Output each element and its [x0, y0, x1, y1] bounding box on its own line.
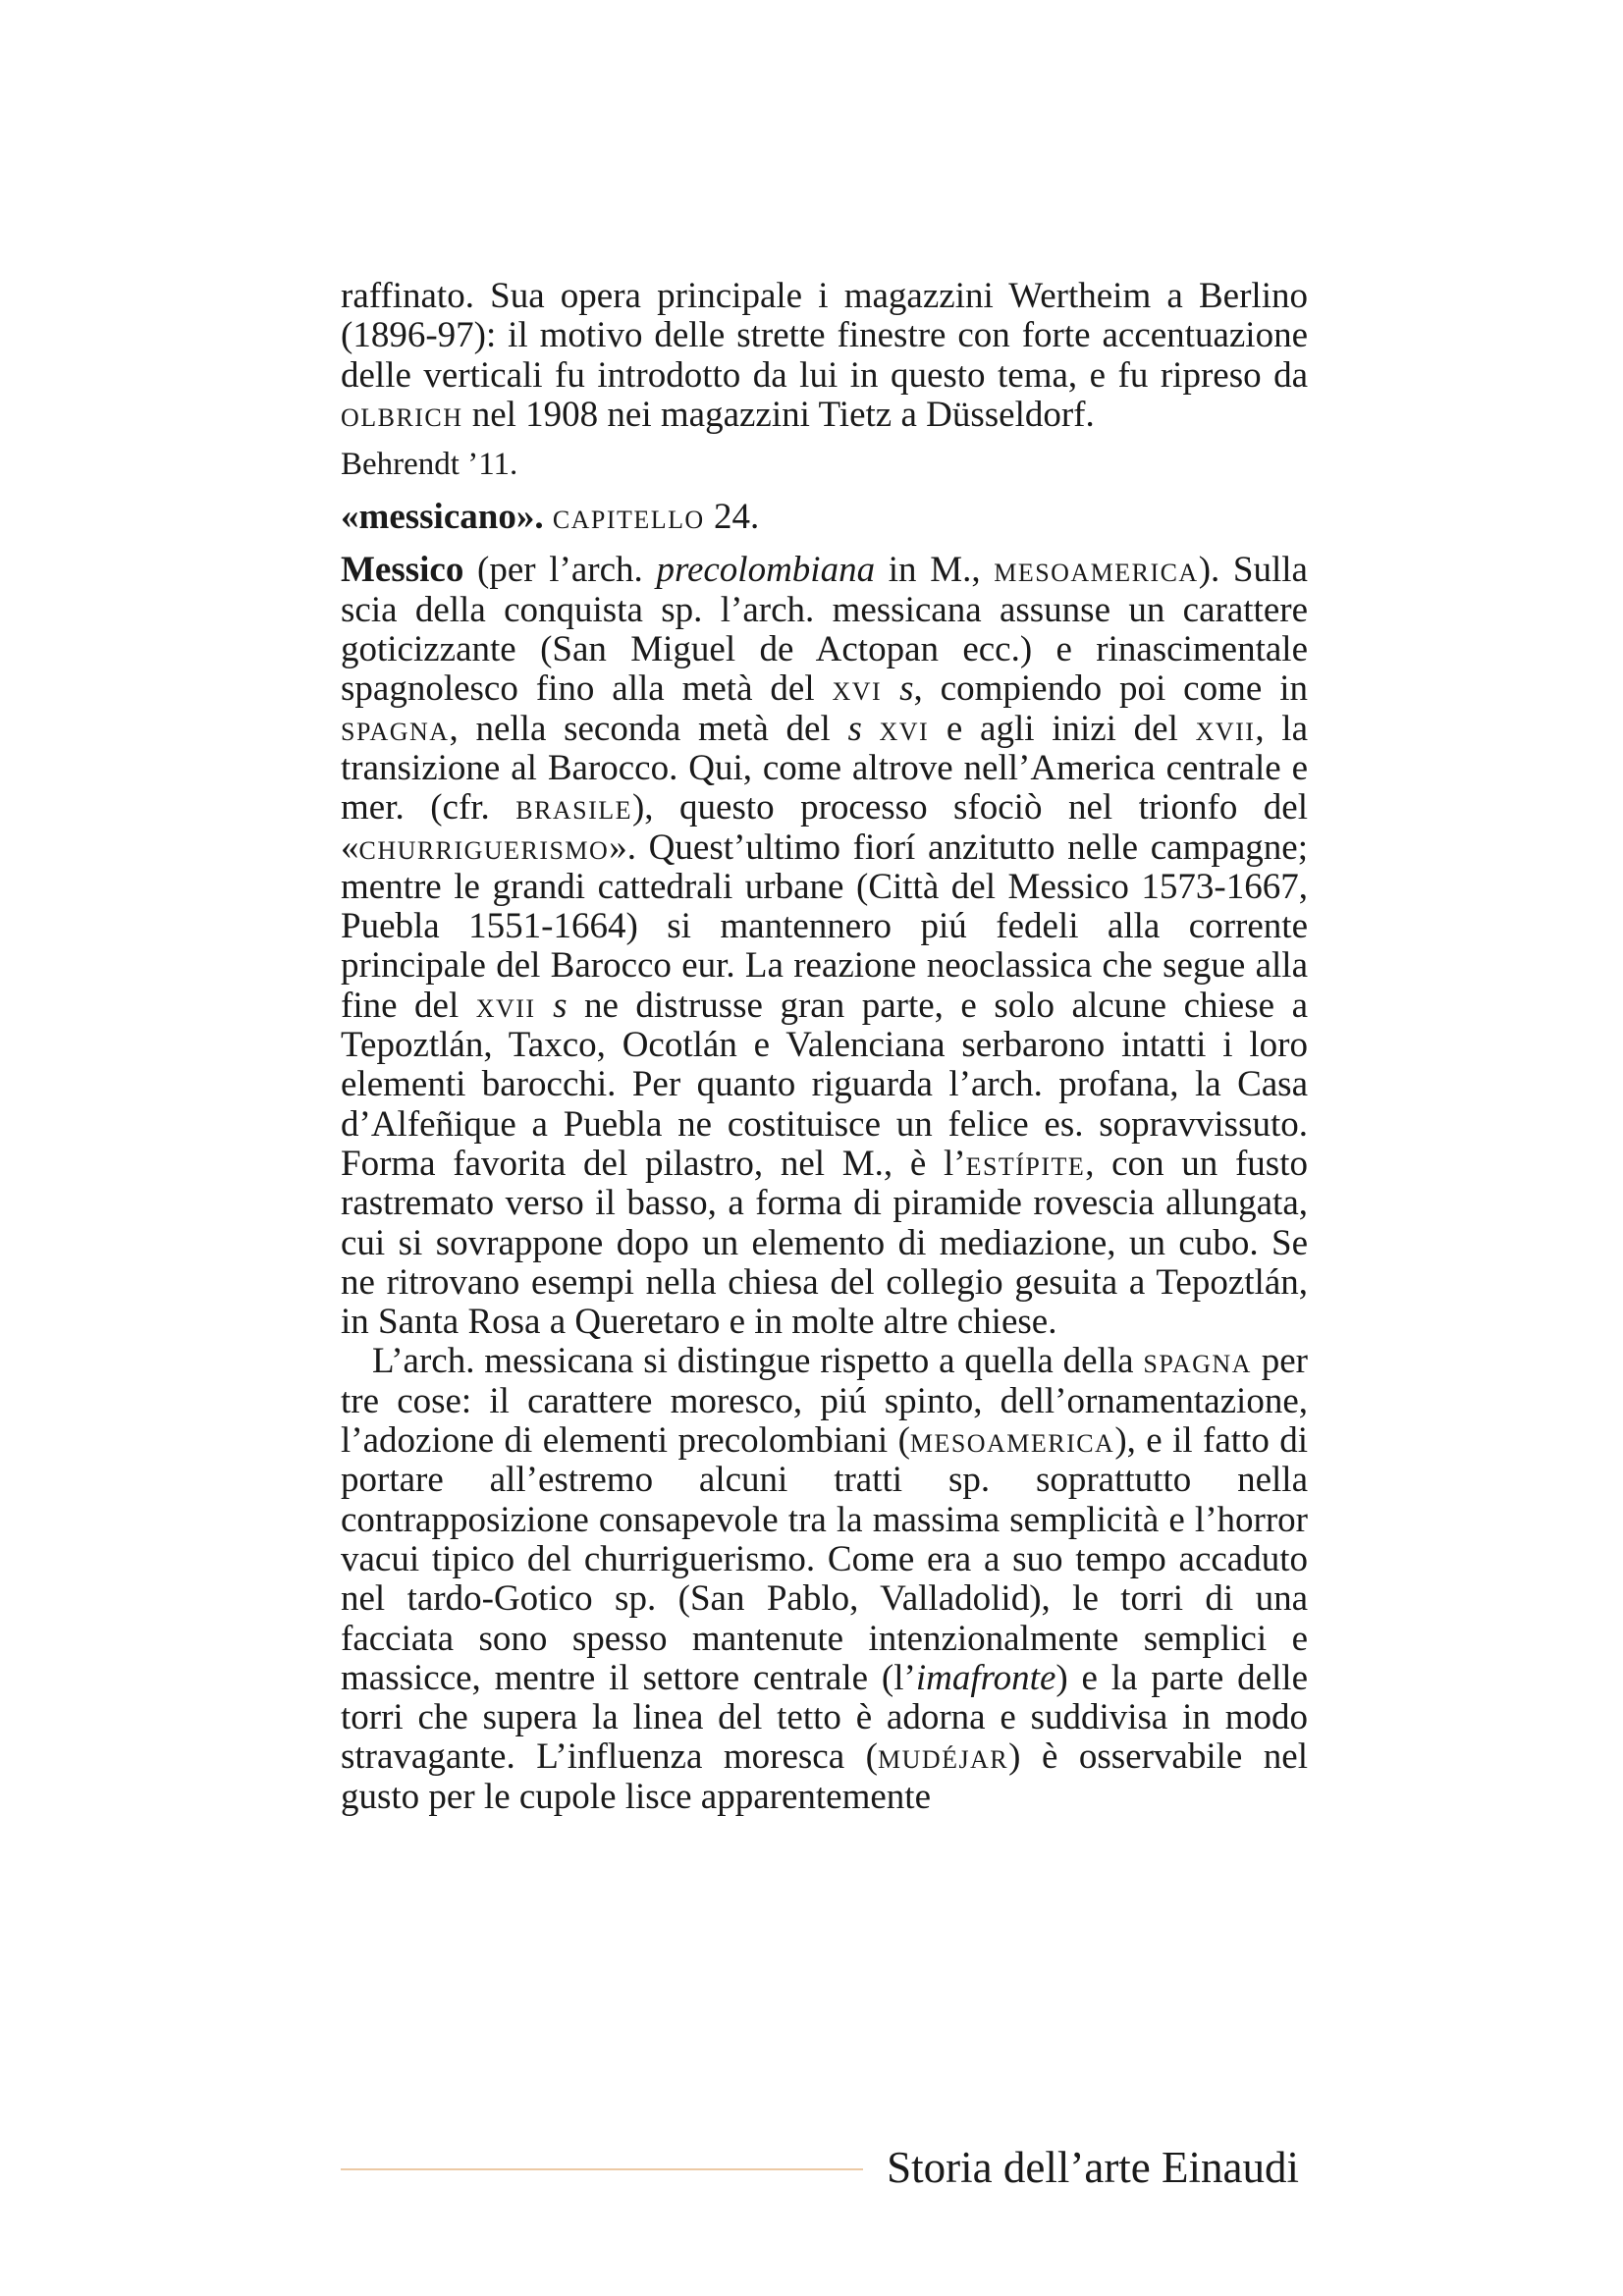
entry-headword: Messico [341, 550, 464, 591]
text-segment: ) è osservabile nel gusto per le cupole lisce apparentemente [341, 1736, 1308, 1817]
cross-reference: churriguerismo [358, 827, 610, 868]
text-segment [536, 986, 554, 1026]
text-segment: Behrendt ’11. [341, 447, 518, 483]
cross-reference: olbrich [341, 394, 463, 435]
cross-reference: mesoamerica [909, 1420, 1115, 1462]
text-segment: , con un fusto rastremato verso il basso, a forma di piramide rovescia allungata, cui si sovrappone dopo un elemento di mediazione, un cubo. Se ne ritrovano esempi nella chiesa del collegio gesuita a Tepoztlán, in Santa Rosa a Queretaro e in molte altre chiese. [341, 1143, 1308, 1343]
text-segment: ), e il fatto di portare all’estremo alcuni tratti sp. soprattutto nella contrapposizione consapevole tra la massima semplicità e l’horror vacui tipico del churriguerismo. Come era a suo tempo accaduto nel tardo-Gotico sp. (San Pablo, Valladolid), le torri di una facciata sono spesso mantenute intenzionalmente semplici e massicce, mentre il settore centrale (l’ [341, 1420, 1308, 1698]
text-segment: imafronte [915, 1657, 1056, 1698]
cross-reference: brasile [515, 787, 632, 828]
text-segment: ), questo processo sfociò nel trionfo del « [341, 787, 1308, 868]
cross-reference: mudéjar [877, 1736, 1009, 1778]
text-segment: ) e la parte delle torri che supera la linea del tetto è adorna e suddivisa in modo stravagante. L’influenza moresca ( [341, 1657, 1308, 1778]
paragraph-continuation [341, 277, 1308, 435]
cross-reference: estípite [965, 1143, 1086, 1184]
cross-reference: mesoamerica [994, 550, 1199, 591]
cross-reference: xvii [1195, 708, 1256, 749]
text-segment: raffinato. Sua opera principale i magazzini Wertheim a Berlino (1896-97): il motivo delle strette finestre con forte accentuazione delle verticali fu introdotto da lui in questo tema, e fu ripreso da [341, 276, 1308, 396]
footer-rule [341, 2168, 863, 2170]
text-segment [862, 709, 880, 749]
text-segment: ). Sulla scia della conquista sp. l’arch. messicana assunse un carattere goticizzante (San Miguel de Actopan ecc.) e rinascimentale spagnolesco fino alla metà del [341, 550, 1308, 710]
text-segment: , nella seconda metà del [449, 708, 848, 749]
text-segment: s [553, 985, 568, 1026]
cross-reference: spagna [341, 708, 450, 749]
text-segment: s [847, 708, 862, 749]
text-segment: per tre cose: il carattere moresco, piú spinto, dell’ornamentazione, l’adozione di elementi precolombiani ( [341, 1341, 1309, 1462]
text-segment: ne distrusse gran parte, e solo alcune chiese a Tepoztlán, Taxco, Ocotlán e Valenciana serbarono intatti i loro elementi barocchi. Per quanto riguarda l’arch. profana, la Casa d’Alfeñique a Puebla ne costituisce un felice es. sopravvissuto. Forma favorita del pilastro, nel M., è l’ [341, 985, 1308, 1184]
cross-reference: xvi [879, 708, 930, 749]
text-segment: ». Quest’ultimo fiorí anzitutto nelle campagne; mentre le grandi cattedrali urbane (Città del Messico 1573-1667, Puebla 1551-1664) si mantennero piú fedeli alla corrente principale del Barocco eur. La reazione neoclassica che segue alla fine del [341, 827, 1308, 1026]
text-segment: , compiendo poi come in [913, 668, 1309, 710]
cross-reference: xvi [832, 668, 883, 710]
footer-label: Storia dell’arte Einaudi [887, 2143, 1299, 2192]
text-segment: (per l’arch. [463, 550, 657, 591]
text-segment: in M., [875, 550, 995, 591]
text-segment: nel 1908 nei magazzini Tietz a Düsseldorf. [462, 394, 1095, 435]
cross-reference: xvii [475, 985, 536, 1026]
text-segment: e agli inizi del [929, 708, 1196, 749]
text-segment [882, 668, 899, 709]
bibliography-reference [341, 445, 1308, 484]
entry-messico [341, 551, 1308, 1342]
text-segment: precolombiana [656, 550, 876, 591]
text-segment: 24. [704, 497, 760, 538]
entry-messicano [341, 498, 1308, 537]
text-segment: , la transizione al Barocco. Qui, come altrove nell’America centrale e mer. (cfr. [341, 708, 1309, 828]
cross-reference: spagna [1143, 1341, 1252, 1382]
text-segment: s [899, 668, 914, 710]
text-segment [544, 497, 553, 537]
cross-reference: capitello [552, 497, 705, 538]
entry-headword: «messicano». [341, 497, 544, 538]
page-text [341, 277, 1308, 1817]
entry-messico-continued [341, 1342, 1308, 1817]
text-segment: L’arch. messicana si distingue rispetto a quella della [372, 1341, 1144, 1382]
